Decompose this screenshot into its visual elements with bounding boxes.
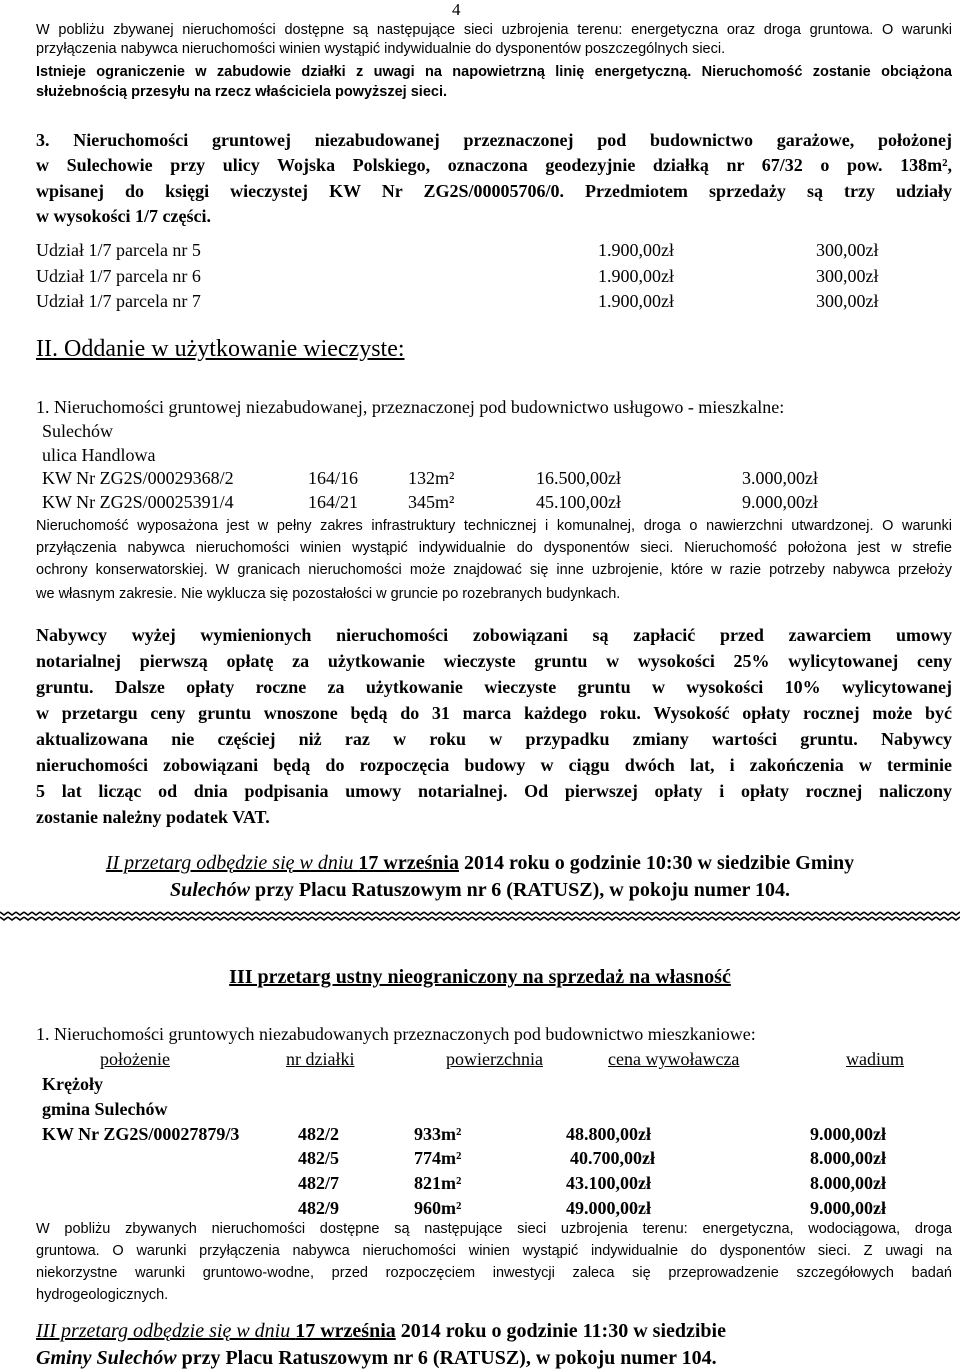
section2-para-6: nieruchomości zobowiązani będą do rozpoczęcia budowy w ciągu dwóch lat, i zakończenia w terminie	[36, 755, 952, 775]
item3-line-2: w Sulechowie przy ulicy Wojska Polskiego, oznaczona geodezyjnie działką nr 67/32 o pow. 138m²,	[36, 155, 952, 175]
auction3-line-2	[36, 1347, 717, 1370]
section2-item1: 1. Nieruchomości gruntowej niezabudowanej, przeznaczonej pod budownictwo usługowo - mieszkalne:	[36, 397, 785, 417]
decorative-separator	[0, 910, 960, 924]
auction2-address: przy Placu Ratuszowym nr 6 (RATUSZ), w pokoju numer 104.	[250, 879, 791, 901]
section3-note-3: niekorzystne warunki gruntowo-wodne, przed rozpoczęciem inwestycji zaleca się przeprowadzenie szczegółowych badań	[36, 1265, 952, 1281]
section2-para-2: notarialnej pierwszą opłatę za użytkowanie wieczyste gruntu w wysokości 25% wylicytowanej ceny	[36, 651, 952, 671]
header-plot: nr działki	[286, 1049, 355, 1069]
section2-street: ulica Handlowa	[42, 445, 156, 465]
intro-line-4: służebnością przesyłu na rzecz właściciela powyższej sieci.	[36, 84, 448, 100]
share-price: 1.900,00zł	[598, 266, 674, 286]
section3-note-2: gruntowa. O warunki przyłączenia nabywca nieruchomości winien wystąpić indywidualnie do dysponentów sieci. Z uwagi na	[36, 1243, 952, 1259]
auction2-time: 2014 roku o godzinie 10:30	[458, 852, 693, 874]
plot-deposit: 3.000,00zł	[742, 468, 818, 488]
location-gmina: gmina Sulechów	[42, 1099, 168, 1119]
auction3-time: 2014 roku o godzinie 11:30	[395, 1320, 629, 1342]
section2-para-8: zostanie należny podatek VAT.	[36, 807, 270, 827]
header-area: powierzchnia	[446, 1049, 543, 1069]
share-label: Udział 1/7 parcela nr 6	[36, 266, 201, 286]
plot-deposit: 9.000,00zł	[810, 1198, 886, 1218]
section2-para-5: aktualizowana nie częściej niż raz w roku w przypadku zmiany wartości gruntu. Nabywcy	[36, 729, 952, 749]
section2-town: Sulechów	[42, 421, 113, 441]
item3-line-3: wpisanej do księgi wieczystej KW Nr ZG2S/00005706/0. Przedmiotem sprzedaży są trzy udziały	[36, 181, 952, 201]
plot-number: 482/5	[298, 1148, 340, 1168]
section2-heading: II. Oddanie w użytkowanie wieczyste:	[36, 336, 405, 362]
plot-price: 43.100,00zł	[566, 1173, 651, 1193]
share-deposit: 300,00zł	[816, 291, 879, 311]
plot-area: 345m²	[408, 492, 455, 512]
plot-price: 49.000,00zł	[566, 1198, 651, 1218]
section2-note-1: Nieruchomość wyposażona jest w pełny zakres infrastruktury technicznej i komunalnej, droga o nawierzchni utwardzonej. O warunki	[36, 518, 952, 534]
plot-price: 45.100,00zł	[536, 492, 621, 512]
intro-line-2: przyłączenia nabywca nieruchomości winien wystąpić indywidualnie do dysponentów poszczególnych sieci.	[36, 41, 726, 57]
plot-price: 40.700,00zł	[570, 1148, 655, 1168]
auction2-date: 17 września	[358, 852, 459, 874]
plot-number: 482/7	[298, 1173, 340, 1193]
plot-area: 132m²	[408, 468, 455, 488]
kw-number: KW Nr ZG2S/00027879/3	[42, 1124, 240, 1144]
plot-area: 774m²	[414, 1148, 462, 1168]
kw-number: KW Nr ZG2S/00029368/2	[42, 468, 234, 488]
plot-area: 960m²	[414, 1198, 462, 1218]
share-price: 1.900,00zł	[598, 240, 674, 260]
plot-number: 164/21	[308, 492, 359, 512]
section3-heading: III przetarg ustny nieograniczony na sprzedaż na własność	[229, 966, 731, 988]
plot-number: 482/2	[298, 1124, 340, 1144]
separator-pattern	[0, 910, 960, 924]
auction2-line-2	[0, 879, 960, 902]
auction3-date: 17 września	[295, 1320, 396, 1342]
section2-para-3: gruntu. Dalsze opłaty roczne za użytkowanie wieczyste gruntu w wysokości 10% wylicytowanej	[36, 677, 952, 697]
auction2-line-1	[0, 852, 960, 875]
page-number: 4	[452, 0, 461, 19]
section3-heading-wrap	[0, 966, 960, 989]
share-deposit: 300,00zł	[816, 266, 879, 286]
auction2-place: w siedzibie Gminy	[692, 852, 855, 874]
auction3-address: przy Placu Ratuszowym nr 6 (RATUSZ), w pokoju numer 104.	[176, 1347, 717, 1369]
section2-para-7: 5 lat licząc od dnia podpisania umowy notarialnej. Od pierwszej opłaty i opłaty rocznej naliczony	[36, 781, 952, 801]
plot-price: 48.800,00zł	[566, 1124, 651, 1144]
plot-area: 821m²	[414, 1173, 462, 1193]
auction3-town: Gminy Sulechów	[36, 1347, 177, 1369]
plot-number: 164/16	[308, 468, 359, 488]
plot-deposit: 8.000,00zł	[810, 1173, 886, 1193]
header-location: położenie	[100, 1049, 170, 1069]
section3-note-1: W pobliżu zbywanych nieruchomości dostępne są następujące sieci uzbrojenia terenu: energetyczna, wodociągowa, droga	[36, 1221, 952, 1237]
plot-deposit: 9.000,00zł	[742, 492, 818, 512]
auction3-part-1: III przetarg odbędzie się w dniu	[36, 1320, 296, 1342]
item3-line-4: w wysokości 1/7 części.	[36, 206, 211, 226]
share-deposit: 300,00zł	[816, 240, 879, 260]
plot-deposit: 9.000,00zł	[810, 1124, 886, 1144]
kw-number: KW Nr ZG2S/00025391/4	[42, 492, 234, 512]
share-label: Udział 1/7 parcela nr 5	[36, 240, 201, 260]
header-deposit: wadium	[846, 1049, 904, 1069]
plot-deposit: 8.000,00zł	[810, 1148, 886, 1168]
plot-number: 482/9	[298, 1198, 340, 1218]
intro-line-3: Istnieje ograniczenie w zabudowie działki z uwagi na napowietrzną linię energetyczną. Nieruchomość zostanie obciążona	[36, 64, 952, 80]
auction2-town: Sulechów	[169, 879, 250, 901]
share-price: 1.900,00zł	[598, 291, 674, 311]
section2-note-3: ochrony konserwatorskiej. W granicach nieruchomości może znajdować się inne uzbrojenie, które w razie potrzeby nabywca przełoży	[36, 562, 952, 578]
auction3-place: w siedzibie	[628, 1320, 726, 1342]
location-name: Krężoły	[42, 1074, 103, 1094]
plot-area: 933m²	[414, 1124, 462, 1144]
auction3-line-1	[36, 1320, 726, 1343]
section3-note-4: hydrogeologicznych.	[36, 1287, 169, 1303]
item3-line-1: 3. Nieruchomości gruntowej niezabudowanej przeznaczonej pod budownictwo garażowe, położonej	[36, 130, 952, 150]
section2-para-1: Nabywcy wyżej wymienionych nieruchomości zobowiązani są zapłacić przed zawarciem umowy	[36, 625, 952, 645]
section2-note-2: przyłączenia nabywca nieruchomości winien wystąpić indywidualnie do dysponentów sieci. Nieruchomość położona jest w strefie	[36, 540, 952, 556]
header-price: cena wywoławcza	[608, 1049, 740, 1069]
share-label: Udział 1/7 parcela nr 7	[36, 291, 201, 311]
section2-para-4: w przetargu ceny gruntu wnoszone będą do 31 marca każdego roku. Wysokość opłaty rocznej może być	[36, 703, 952, 723]
auction2-part-1: II przetarg odbędzie się w dniu	[105, 852, 359, 874]
section3-item1: 1. Nieruchomości gruntowych niezabudowanych przeznaczonych pod budownictwo mieszkaniowe:	[36, 1024, 756, 1044]
intro-line-1: W pobliżu zbywanej nieruchomości dostępne są następujące sieci uzbrojenia terenu: energetyczna oraz droga gruntowa. O warunki	[36, 22, 952, 38]
section2-note-4: we własnym zakresie. Nie wyklucza się pozostałości w gruncie po rozebranych budynkach.	[36, 586, 621, 602]
plot-price: 16.500,00zł	[536, 468, 621, 488]
